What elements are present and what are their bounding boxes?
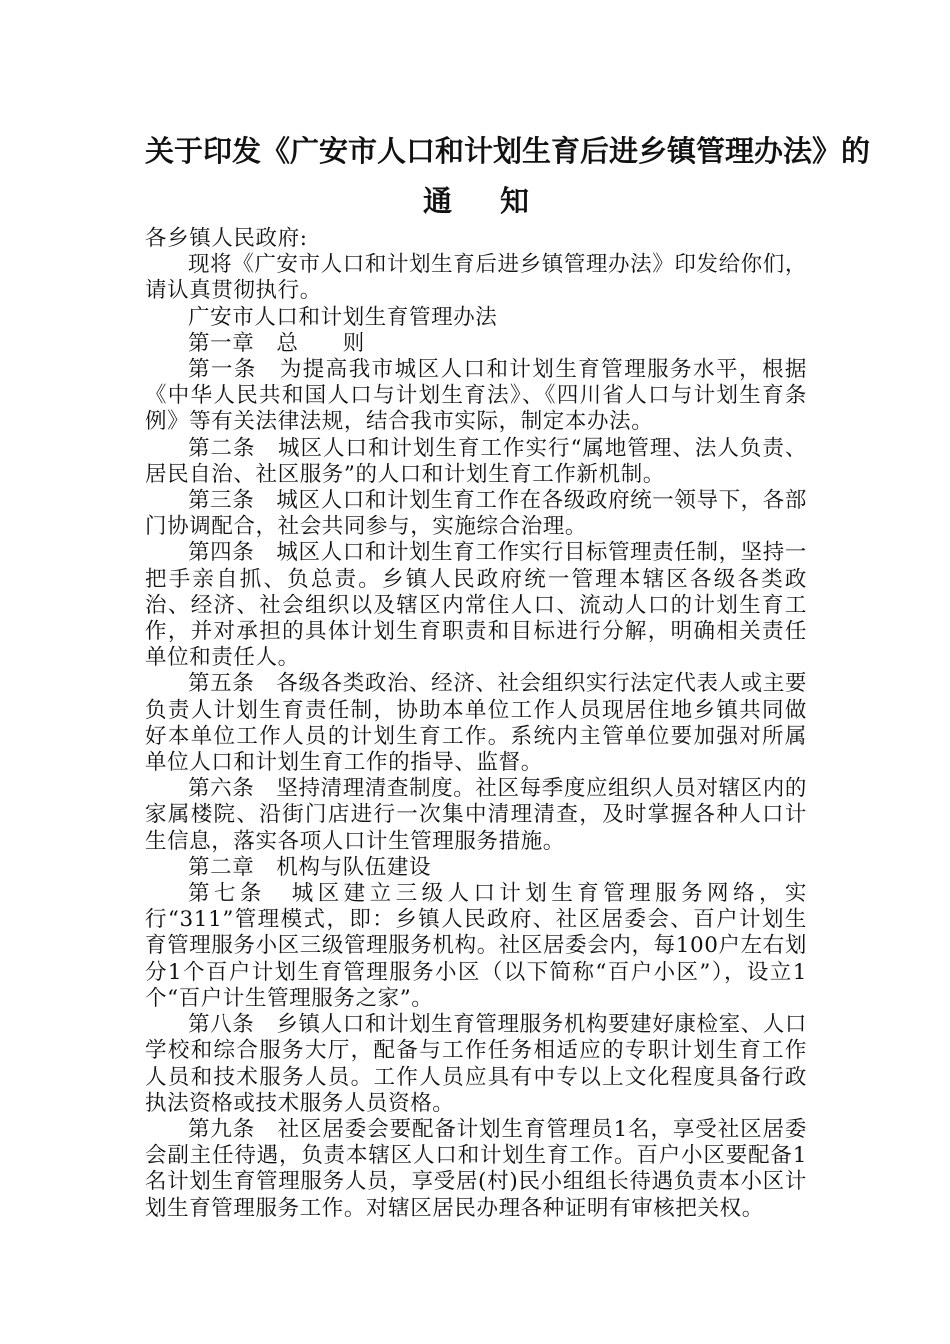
- chapter-heading-1: 第一章 总 则: [188, 330, 365, 356]
- document-page: [145, 128, 871, 1222]
- document-title-line2: 通知: [422, 184, 577, 218]
- article-1: 第一条 为提高我市城区人口和计划生育管理服务水平，根据《中华人民共和国人口与计划生育法》、《四川省人口与计划生育条例》等有关法律法规，结合我市实际，制定本办法。: [145, 357, 807, 435]
- article-4: 第四条 城区人口和计划生育工作实行目标管理责任制，坚持一把手亲自抓、负总责。乡镇人民政府统一管理本辖区各级各类政治、经济、社会组织以及辖区内常住人口、流动人口的计划生育工作，并对承担的具体计划生育职责和目标进行分解，明确相关责任单位和责任人。: [145, 540, 807, 671]
- salutation: 各乡镇人民政府:: [145, 226, 308, 251]
- document-subtitle: 广安市人口和计划生育管理办法: [188, 304, 498, 330]
- article-7: 第七条 城区建立三级人口计划生育管理服务网络，实行“311”管理模式，即：乡镇人民政府、社区居委会、百户计划生育管理服务小区三级管理服务机构。社区居委会内，每100户左右划分1个百户计划生育管理服务小区（以下简称“百户小区”），设立1个“百户计生管理服务之家”。: [145, 881, 807, 1011]
- article-9: 第九条 社区居委会要配备计划生育管理员1名，享受社区居委会副主任待遇，负责本辖区人口和计划生育工作。百户小区要配备1名计划生育管理服务人员，享受居(村)民小组组长待遇负责本小区计划生育管理服务工作。对辖区居民办理各种证明有审核把关权。: [145, 1116, 807, 1221]
- chapter-heading-2: 第二章 机构与队伍建设: [188, 854, 432, 880]
- article-8: 第八条 乡镇人口和计划生育管理服务机构要建好康检室、人口学校和综合服务大厅，配备与工作任务相适应的专职计划生育工作人员和技术服务人员。工作人员应具有中专以上文化程度具备行政执法资格或技术服务人员资格。: [145, 1012, 807, 1116]
- document-body: [145, 226, 807, 1222]
- article-2: 第二条 城区人口和计划生育工作实行“属地管理、法人负责、居民自治、社区服务”的人口和计划生育工作新机制。: [145, 435, 807, 487]
- article-6: 第六条 坚持清理清查制度。社区每季度应组织人员对辖区内的家属楼院、沿街门店进行一次集中清理清查，及时掌握各种人口计生信息，落实各项人口计生管理服务措施。: [145, 776, 807, 854]
- document-title-line1: 关于印发《广安市人口和计划生育后进乡镇管理办法》的: [145, 134, 871, 168]
- article-5: 第五条 各级各类政治、经济、社会组织实行法定代表人或主要负责人计划生育责任制，协助本单位工作人员现居住地乡镇共同做好本单位工作人员的计划生育工作。系统内主管单位要加强对所属单位人口和计划生育工作的指导、监督。: [145, 671, 807, 776]
- intro-paragraph: 现将《广安市人口和计划生育后进乡镇管理办法》印发给你们，请认真贯彻执行。: [145, 252, 807, 304]
- article-3: 第三条 城区人口和计划生育工作在各级政府统一领导下，各部门协调配合，社会共同参与，实施综合治理。: [145, 488, 807, 540]
